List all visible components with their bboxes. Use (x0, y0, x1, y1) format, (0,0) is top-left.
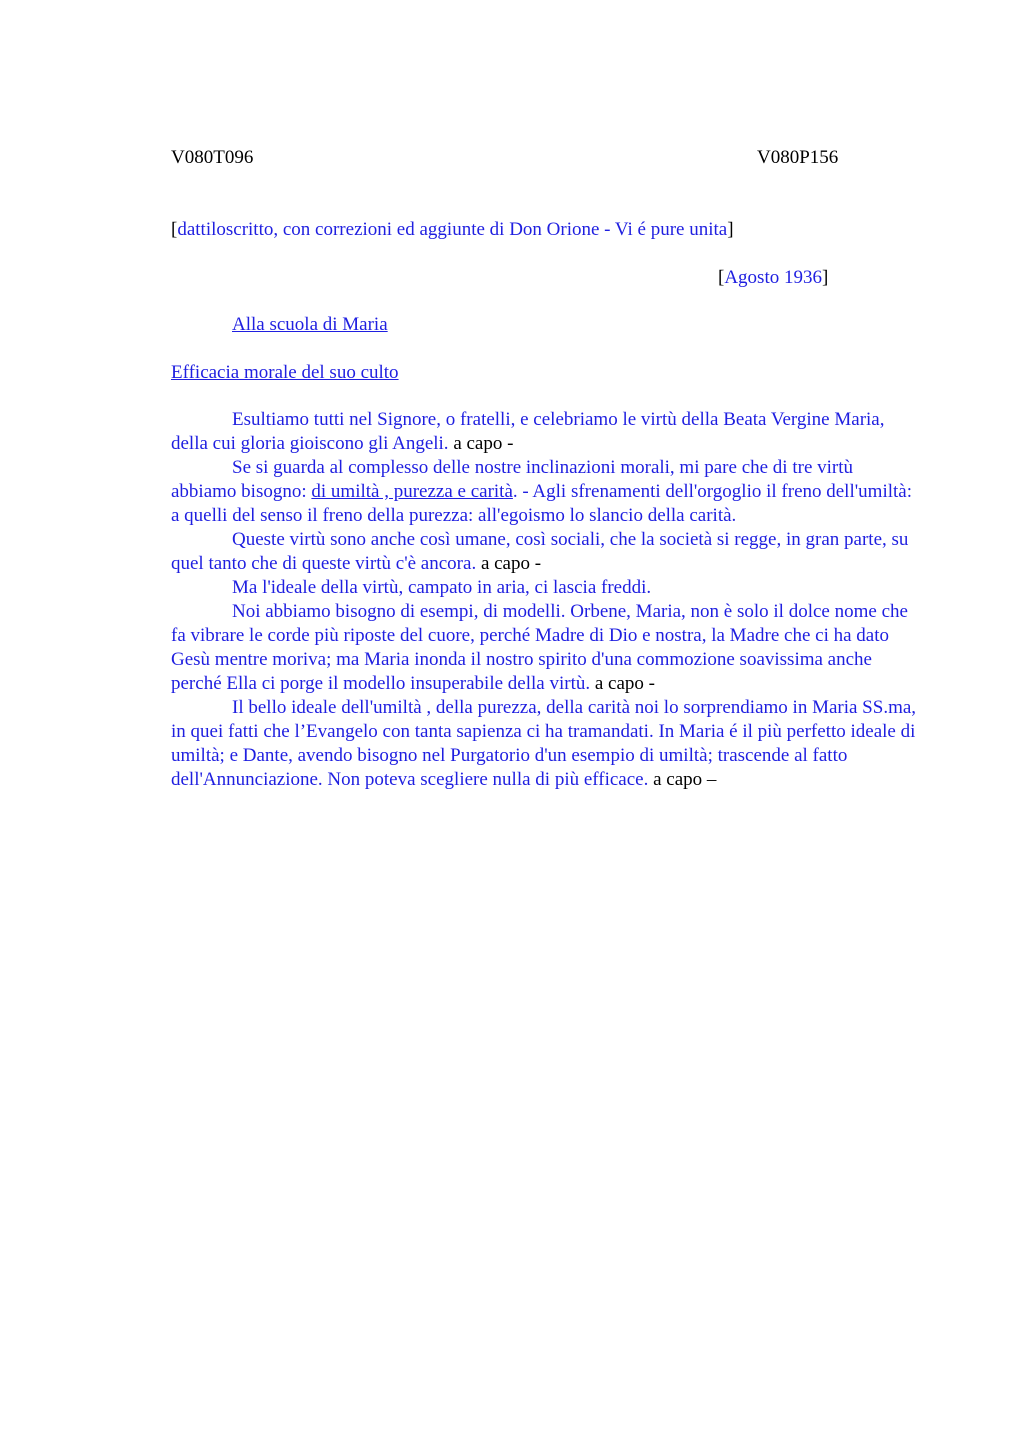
paragraph-5-text: Noi abbiamo bisogno di esempi, di modelli. Orbene, Maria, non è solo il dolce nome che fa vibrare le corde più riposte del cuore, perché Madre di Dio e nostra, la Madre che ci ha dato Gesù mentre moriva; ma Maria inonda il nostro spirito d'una commozione soavissima anche perché Ella ci porge il modello insuperabile della virtù. (171, 601, 908, 694)
paragraph-3 (171, 528, 919, 576)
document-body (171, 408, 919, 792)
date-close-bracket: ] (821, 267, 829, 288)
paragraph-2-underlined: di umiltà , purezza e carità (311, 481, 513, 502)
page-title: Alla scuola di Maria (232, 314, 388, 335)
date-note (718, 266, 828, 290)
paragraph-4 (171, 576, 919, 600)
editorial-note (171, 218, 734, 242)
header-left-code: V080T096 (171, 147, 254, 168)
document-page (171, 0, 931, 1450)
note-open-bracket: [ (171, 219, 178, 240)
paragraph-6-text: Il bello ideale dell'umiltà , della purezza, della carità noi lo sorprendiamo in Maria SS.ma, in quei fatti che l’Evangelo con tanta sapienza ci ha tramandati. In Maria é il più perfetto ideale di umiltà; e Dante, avendo bisogno nel Purgatorio d'un esempio di umiltà; trascende al fatto dell'Annunciazione. Non poteva scegliere nulla di più efficace. (171, 697, 917, 790)
paragraph-4-text: Ma l'ideale della virtù, campato in aria, ci lascia freddi. (232, 577, 652, 598)
page-subtitle: Efficacia morale del suo culto (171, 362, 399, 383)
note-text: dattiloscritto, con correzioni ed aggiunte di Don Orione - Vi é pure unita (177, 219, 728, 240)
paragraph-6-end-mark: a capo – (648, 769, 717, 790)
paragraph-5 (171, 600, 919, 696)
paragraph-5-end-mark: a capo - (590, 673, 655, 694)
date-text: Agosto 1936 (724, 267, 822, 288)
paragraph-6 (171, 696, 919, 792)
paragraph-1-end-mark: a capo - (448, 433, 514, 454)
date-open-bracket: [ (718, 267, 725, 288)
paragraph-2-post: . - Agli sfrenamenti dell'orgoglio il freno dell'umiltà: a quelli del senso il freno della purezza: all'egoismo lo slancio della carità. (171, 481, 912, 526)
paragraph-1-text: Esultiamo tutti nel Signore, o fratelli, e celebriamo le virtù della Beata Vergine Maria, della cui gloria gioiscono gli Angeli. (171, 409, 885, 454)
paragraph-1 (171, 408, 919, 456)
paragraph-2 (171, 456, 919, 528)
paragraph-3-end-mark: a capo - (476, 553, 542, 574)
paragraph-3-text: Queste virtù sono anche così umane, così sociali, che la società si regge, in gran parte, su quel tanto che di queste virtù c'è ancora. (171, 529, 909, 574)
paragraph-2-pre: Se si guarda al complesso delle nostre inclinazioni morali, mi pare che di tre virtù abbiamo bisogno: (171, 457, 854, 502)
header-right-code: V080P156 (757, 147, 839, 168)
note-close-bracket: ] (727, 219, 734, 240)
